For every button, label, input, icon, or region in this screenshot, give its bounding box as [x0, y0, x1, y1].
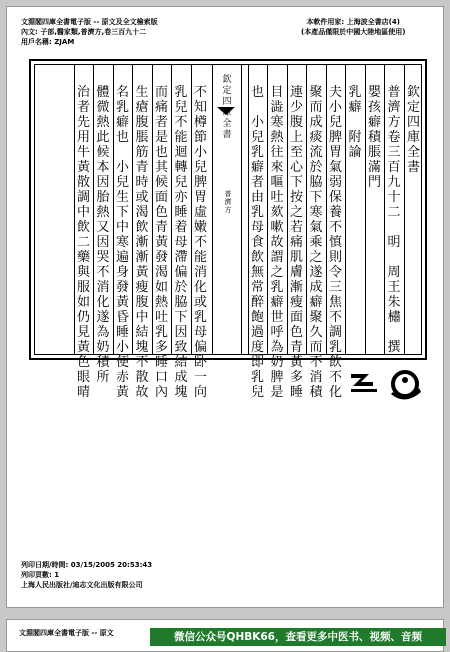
column-rule: [191, 65, 192, 354]
text-column: 體 微 熱 此 候 本 因 胎 熱 又 因 哭 不 消 化 遂 為 奶 積 所: [96, 85, 110, 385]
header-content-path: 內文: 子部,醫家類,普濟方,卷三百九十二: [21, 28, 147, 36]
text-column: 乳 癖 附 論: [348, 85, 362, 160]
text-frame: [29, 59, 427, 400]
text-column: 聚 而 成 痰 流 於 脇 下 寒 氣 乘 之 遂 成 癖 聚 久 而 不 消 積: [309, 85, 323, 400]
column-rule: [287, 65, 288, 354]
print-count: 列印頁數: 1: [21, 571, 60, 579]
header-region-note: (本產品僅限於中國大陸地區使用): [301, 28, 406, 36]
wechat-banner[interactable]: 微信公众号QHBK66，查看更多中医书、视频、音频: [150, 628, 446, 646]
column-rule: [384, 65, 385, 354]
text-column: 嬰 孩 癖 積 脹 滿 門: [367, 85, 381, 190]
text-column: 而 痛 者 是 也 其 候 面 色 青 黃 發 渴 如 熱 吐 乳 多 睡 口 內: [154, 85, 168, 400]
document-page: [6, 6, 444, 608]
column-rule: [365, 65, 366, 354]
center-band-subtitle: 普 濟 方: [224, 190, 232, 214]
publisher-logo: [347, 362, 427, 402]
column-rule: [113, 65, 114, 354]
text-column: 不 知 樽 節 小 兒 脾 胃 虛 嫩 不 能 消 化 或 乳 母 偏 卧 一 向: [193, 85, 207, 400]
column-rule: [171, 65, 172, 354]
header-username: 用戶名稱: ZJAM: [21, 38, 75, 46]
column-rule: [345, 65, 346, 354]
column-rule: [93, 65, 94, 354]
text-column: 治 者 先 用 牛 黃 散 調 中 飲 二 藥 與 服 如 仍 見 黃 色 眼 晴: [76, 85, 90, 400]
column-rule: [404, 65, 405, 354]
next-page-header: 文淵閣四庫全書電子版 -- 原文: [19, 629, 114, 637]
center-band: [212, 65, 242, 354]
header-right: [301, 17, 405, 37]
text-column: 欽 定 四 庫 全 書: [406, 85, 420, 175]
fish-tail-mark: [217, 107, 235, 115]
text-frame-inner: [34, 64, 422, 400]
text-column: 夫 小 兒 脾 胃 氣 弱 保 養 不 慎 則 令 三 焦 不 調 乳 飲 不 化: [328, 85, 342, 400]
shanghai-people-publishing-logo-icon: [347, 362, 427, 402]
publisher-line: 上海人民出版社/迪志文化出版有限公司: [21, 581, 143, 589]
column-rule: [267, 65, 268, 354]
text-column: 也 小 兒 乳 癖 者 由 乳 母 食 飲 無 常 醉 飽 過 度 即 乳 兒: [250, 85, 264, 400]
header-licensee: 本軟件用家: 上海波全書店(4): [306, 18, 400, 26]
center-band-title: 欽 定 四 庫 全 書: [222, 75, 232, 140]
column-rule: [74, 65, 75, 354]
column-rule: [306, 65, 307, 354]
print-date: 列印日期/時間: 03/15/2005 20:53:43: [21, 561, 153, 569]
column-rule: [326, 65, 327, 354]
header-left: [21, 17, 158, 47]
print-footer: [21, 560, 152, 590]
text-column: 目 澁 寒 熱 往 來 嘔 吐 欬 嗽 故 謂 之 乳 癖 世 呼 為 奶 脾 是: [270, 85, 284, 400]
text-column: 乳 兒 不 能 迴 轉 兒 亦 睡 着 母 滯 偏 於 脇 下 因 致 結 成 塊: [174, 85, 188, 400]
text-column: 名 乳 癖 也 小 兒 生 下 中 寒 遍 身 發 黃 昏 睡 小 便 赤 黃: [115, 85, 129, 400]
text-column: 連 少 腹 上 至 心 下 按 之 若 痛 肌 膚 漸 瘦 面 色 青 黃 多 睡: [289, 85, 303, 400]
text-column: 普 濟 方 卷 三 百 九 十 二 明 周 王 朱 橚 撰: [387, 85, 401, 355]
column-rule: [152, 65, 153, 354]
column-rule: [132, 65, 133, 354]
header-title: 文淵閣四庫全書電子版 -- 原文及全文檢索版: [21, 18, 158, 26]
text-column: 生 瘡 腹 脹 筋 青 時 或 渴 飲 漸 漸 黃 瘦 腹 中 結 塊 不 散 故: [135, 85, 149, 400]
column-rule: [248, 65, 249, 354]
